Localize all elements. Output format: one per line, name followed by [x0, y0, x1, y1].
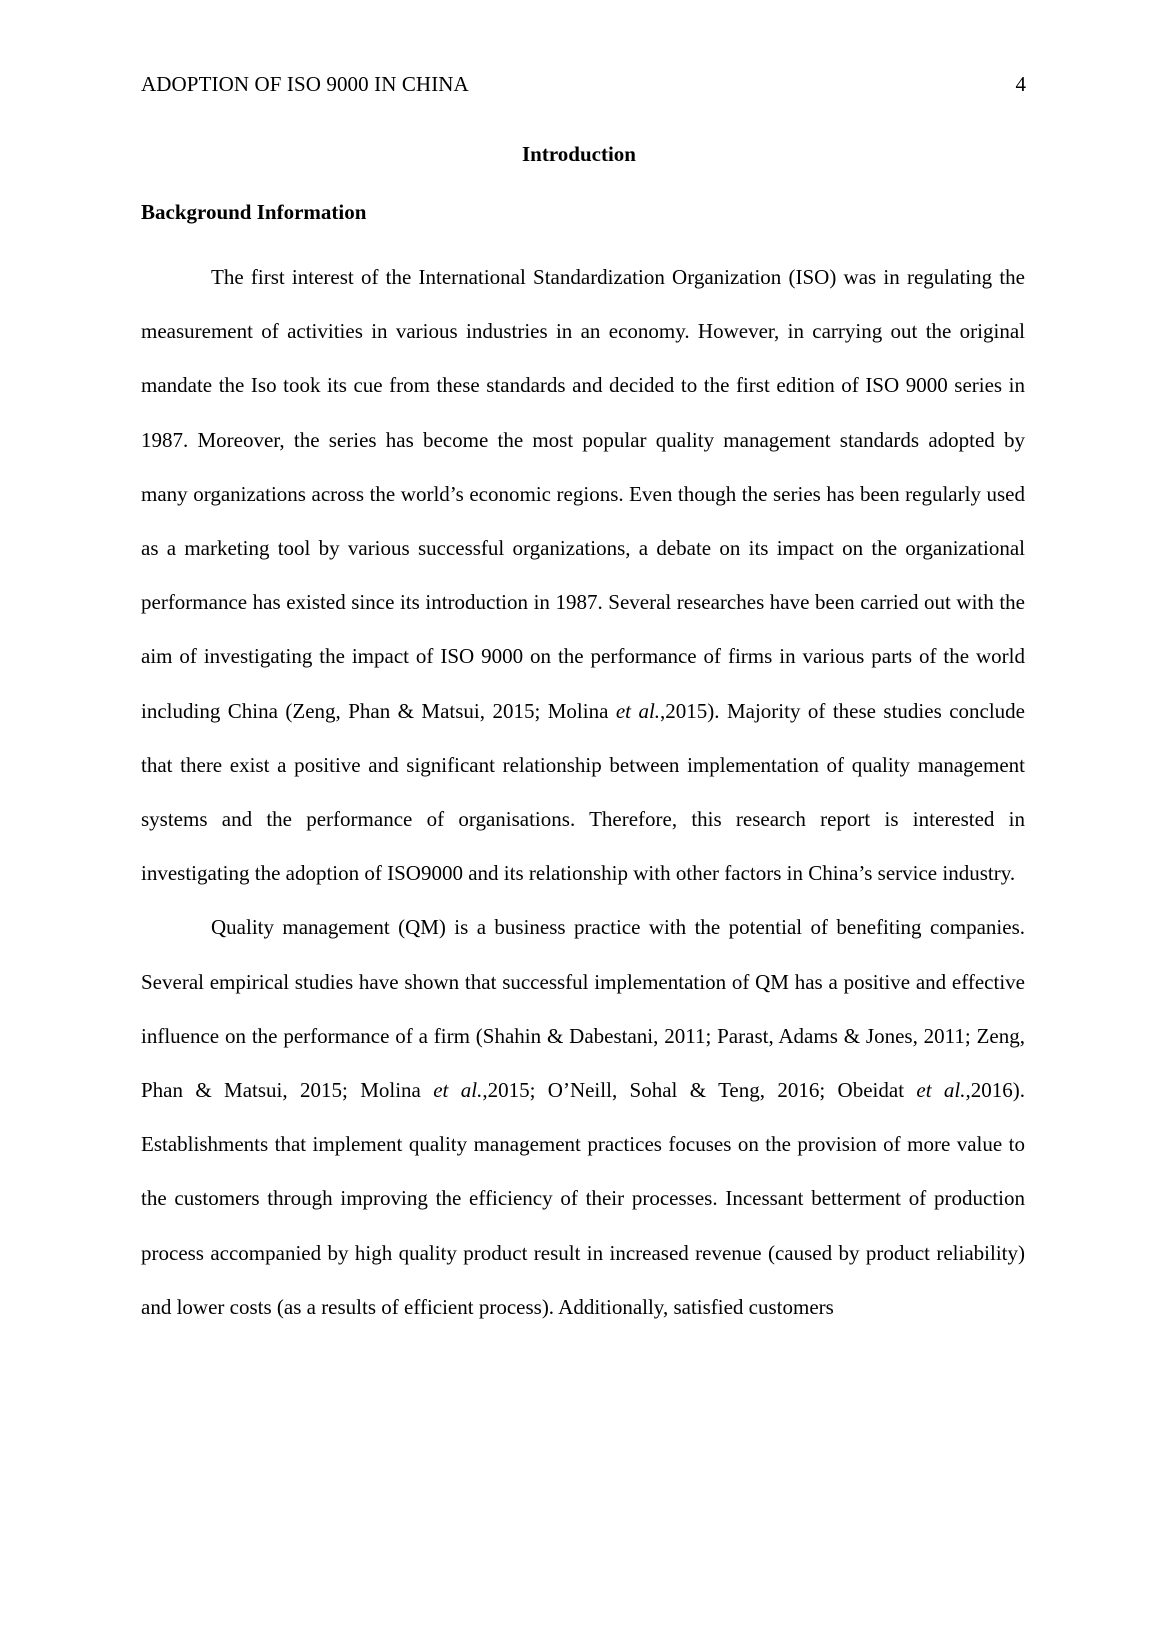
page-number: 4 [1015, 72, 1026, 96]
paragraph-2-et-al-2: et al. [916, 1078, 966, 1103]
running-head: ADOPTION OF ISO 9000 IN CHINA [141, 72, 469, 96]
paragraph-2-text-c: ,2016). Establishments that implement quality management practices focuses on the provision of more value to the customers through improving the efficiency of their processes. Incessant betterment of production process accompanied by high quality product result in increased revenue (caused by product reliability) and lower costs (as a results of efficient process). Additionally, satisfied customers [141, 1078, 1025, 1319]
paragraph-2-text-a: Quality management (QM) is a business practice with the potential of benefiting companies. Several empirical studies have shown that successful implementation of QM has a positive and effective influence on the performance of a firm (Shahin & Dabestani, 2011; Parast, Adams & Jones, 2011; Zeng, Phan & Matsui, 2015; Molina [141, 915, 1025, 1103]
section-title: Introduction [522, 142, 636, 166]
paragraph-1-et-al: et al. [615, 698, 661, 723]
body-text [141, 250, 1025, 1334]
paragraph-2-text-b: ,2015; O’Neill, Sohal & Teng, 2016; Obeidat [482, 1078, 917, 1103]
subsection-title: Background Information [141, 200, 367, 224]
paragraph-2-et-al-1: et al. [433, 1078, 483, 1103]
paragraph-2 [141, 900, 1025, 1334]
paragraph-1-text-b: ,2015). Majority of these studies conclude that there exist a positive and significant relationship between implementation of quality management systems and the performance of organisations. Therefore, this research report is interested in investigating the adoption of ISO9000 and its relationship with other factors in China’s service industry. [141, 698, 1025, 886]
paragraph-1-text-a: The first interest of the International Standardization Organization (ISO) was in regulating the measurement of activities in various industries in an economy. However, in carrying out the original mandate the Iso took its cue from these standards and decided to the first edition of ISO 9000 series in 1987. Moreover, the series has become the most popular quality management standards adopted by many organizations across the world’s economic regions. Even though the series has been regularly used as a marketing tool by various successful organizations, a debate on its impact on the organizational performance has existed since its introduction in 1987. Several researches have been carried out with the aim of investigating the impact of ISO 9000 on the performance of firms in various parts of the world including China (Zeng, Phan & Matsui, 2015; Molina [141, 265, 1025, 723]
paragraph-1 [141, 250, 1025, 900]
